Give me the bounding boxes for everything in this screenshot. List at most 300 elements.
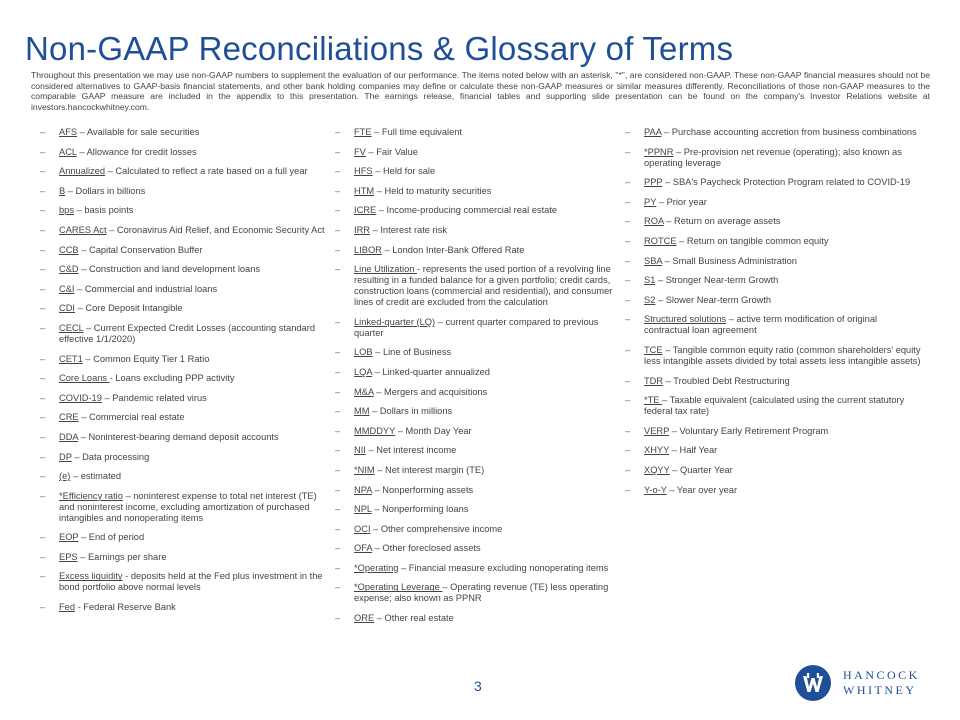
glossary-text [59, 166, 330, 177]
bullet-dash: – [625, 484, 631, 495]
glossary-text [354, 563, 620, 574]
glossary-term: *NIM [354, 464, 375, 475]
glossary-term: HFS [354, 166, 373, 177]
glossary-term: Excess liquidity [59, 571, 123, 582]
glossary-term: IRR [354, 224, 371, 235]
glossary-item [335, 347, 620, 358]
bullet-dash: – [335, 264, 341, 275]
glossary-term: *Operating [354, 562, 399, 573]
glossary-term: Annualized [59, 166, 106, 177]
glossary-item [335, 127, 620, 138]
glossary-definition: – Pandemic related virus [101, 392, 207, 403]
glossary-item [40, 373, 330, 384]
bullet-dash: – [40, 224, 46, 235]
glossary-text [354, 264, 620, 308]
glossary-text [59, 532, 330, 543]
glossary-definition: – Commercial real estate [78, 412, 185, 423]
glossary-item [40, 127, 330, 138]
glossary-text [354, 465, 620, 476]
glossary-text [59, 284, 330, 295]
glossary-term: *Efficiency ratio [59, 490, 123, 501]
glossary-item [625, 127, 925, 138]
glossary-definition: – Return on average assets [663, 216, 781, 227]
glossary-term: CARES Act [59, 224, 107, 235]
glossary-definition: – current quarter compared to previous quarter [354, 316, 599, 338]
bullet-dash: – [40, 431, 46, 442]
bullet-dash: – [625, 445, 631, 456]
glossary-text [354, 504, 620, 515]
glossary-text [354, 582, 620, 604]
glossary-term: PAA [644, 127, 662, 137]
glossary-text [59, 264, 330, 275]
glossary-term: (e) [59, 471, 71, 482]
glossary-item [625, 485, 925, 496]
glossary-term: EPS [59, 551, 78, 562]
glossary-definition: - deposits held at the Fed plus investment in the bond portfolio above normal levels [59, 571, 323, 593]
bullet-dash: – [335, 127, 341, 137]
glossary-definition: – Operating revenue (TE) less operating expense; also known as PPNR [354, 582, 609, 604]
glossary-item [40, 491, 330, 524]
glossary-item [335, 147, 620, 158]
glossary-definition: – Stronger Near-term Growth [655, 275, 779, 286]
glossary-text [354, 485, 620, 496]
glossary-text [644, 426, 925, 437]
bullet-dash: – [335, 582, 341, 593]
glossary-definition: – Troubled Debt Restructuring [663, 375, 790, 386]
glossary-term: CCB [59, 244, 79, 255]
glossary-term: *Operating Leverage [354, 582, 443, 593]
glossary-item [335, 205, 620, 216]
glossary-term: XHYY [644, 445, 670, 456]
bullet-dash: – [625, 255, 631, 266]
bullet-dash: – [40, 185, 46, 196]
bullet-dash: – [335, 464, 341, 475]
glossary-item [335, 563, 620, 574]
glossary-item [335, 186, 620, 197]
glossary-definition: - Federal Reserve Bank [75, 602, 176, 613]
glossary-definition: – Slower Near-term Growth [655, 294, 772, 305]
glossary-definition: – Available for sale securities [77, 127, 200, 137]
glossary-text [354, 387, 620, 398]
glossary-text [59, 432, 330, 443]
glossary-definition: – Capital Conservation Buffer [78, 244, 203, 255]
bullet-dash: – [40, 602, 46, 613]
glossary-item [335, 166, 620, 177]
glossary-text [59, 452, 330, 463]
glossary-definition: – Full time equivalent [371, 127, 462, 137]
bullet-dash: – [625, 127, 631, 137]
glossary-term: PPP [644, 177, 663, 188]
glossary-term: NPA [354, 484, 372, 495]
bullet-dash: – [40, 146, 46, 157]
glossary-item [335, 582, 620, 604]
glossary-text [354, 406, 620, 417]
bullet-dash: – [625, 196, 631, 207]
glossary-term: TDR [644, 375, 664, 386]
bullet-dash: – [40, 127, 46, 137]
glossary-term: HTM [354, 185, 375, 196]
glossary-definition: – Voluntary Early Retirement Program [669, 425, 829, 436]
glossary-item [40, 602, 330, 613]
glossary-text [59, 245, 330, 256]
bullet-dash: – [335, 504, 341, 515]
bullet-dash: – [40, 353, 46, 364]
glossary-definition: – Financial measure excluding nonoperating items [398, 562, 609, 573]
glossary-text [644, 216, 925, 227]
glossary-text [59, 323, 330, 345]
glossary-text [644, 295, 925, 306]
glossary-definition: – Commercial and industrial loans [74, 283, 218, 294]
glossary-item [335, 264, 620, 308]
glossary-definition: – Data processing [71, 451, 150, 462]
bullet-dash: – [625, 216, 631, 227]
glossary-item [40, 147, 330, 158]
bullet-dash: – [335, 425, 341, 436]
glossary-item [335, 543, 620, 554]
glossary-text [354, 426, 620, 437]
glossary-text [354, 147, 620, 158]
glossary-term: Core Loans [59, 373, 110, 384]
bullet-dash: – [40, 205, 46, 216]
glossary-item [625, 256, 925, 267]
glossary-definition: – Half Year [669, 445, 718, 456]
glossary-term: PY [644, 196, 657, 207]
glossary-term: ICRE [354, 205, 377, 216]
glossary-term: S1 [644, 275, 656, 286]
glossary-term: S2 [644, 294, 656, 305]
glossary-definition: – Earnings per share [77, 551, 167, 562]
bullet-dash: – [335, 224, 341, 235]
glossary-definition: – Net interest margin (TE) [374, 464, 485, 475]
glossary-definition: – Prior year [656, 196, 707, 207]
glossary-text [644, 236, 925, 247]
glossary-definition: – Taxable equivalent (calculated using the current statutory federal tax rate) [644, 395, 905, 417]
logo-mark-icon [795, 665, 831, 701]
glossary-definition: – Tangible common equity ratio (common shareholders' equity less intangible assets divided by total assets less intangible assets) [644, 344, 921, 366]
glossary-definition: – Quarter Year [669, 464, 733, 475]
glossary-text [354, 186, 620, 197]
bullet-dash: – [335, 613, 341, 624]
bullet-dash: – [40, 283, 46, 294]
glossary-text [59, 186, 330, 197]
bullet-dash: – [40, 490, 46, 501]
glossary-definition: – noninterest expense to total net interest (TE) and noninterest income, excluding amortization of purchased intangibles and nonoperating items [59, 490, 317, 523]
bullet-dash: – [40, 392, 46, 403]
glossary-text [644, 256, 925, 267]
glossary-item [40, 245, 330, 256]
glossary-item [335, 504, 620, 515]
glossary-item [40, 166, 330, 177]
glossary-term: C&D [59, 264, 79, 275]
glossary-text [354, 445, 620, 456]
bullet-dash: – [40, 244, 46, 255]
glossary-item [625, 177, 925, 188]
glossary-definition: – Current Expected Credit Losses (accounting standard effective 1/1/2020) [59, 322, 315, 344]
glossary-item [335, 613, 620, 624]
glossary-text [59, 602, 330, 613]
glossary-column-1 [40, 127, 330, 622]
glossary-term: ROA [644, 216, 664, 227]
glossary-item [625, 236, 925, 247]
bullet-dash: – [335, 386, 341, 397]
glossary-item [40, 186, 330, 197]
bullet-dash: – [335, 406, 341, 417]
glossary-term: CDI [59, 303, 76, 314]
glossary-text [59, 354, 330, 365]
glossary-item [335, 387, 620, 398]
glossary-definition: - Loans excluding PPP activity [109, 373, 235, 384]
glossary-definition: – basis points [74, 205, 134, 216]
glossary-text [354, 613, 620, 624]
glossary-item [40, 571, 330, 593]
bullet-dash: – [625, 375, 631, 386]
glossary-text [644, 345, 925, 367]
bullet-dash: – [335, 523, 341, 534]
bullet-dash: – [625, 294, 631, 305]
glossary-term: Structured solutions [644, 314, 727, 325]
glossary-definition: – estimated [70, 471, 122, 482]
page-title: Non-GAAP Reconciliations & Glossary of Terms [25, 30, 734, 67]
glossary-term: FTE [354, 127, 372, 137]
glossary-term: EOP [59, 532, 79, 543]
glossary-term: CECL [59, 322, 84, 333]
glossary-item [40, 284, 330, 295]
bullet-dash: – [335, 445, 341, 456]
glossary-text [644, 376, 925, 387]
glossary-term: M&A [354, 386, 374, 397]
glossary-text [59, 225, 330, 236]
bullet-dash: – [335, 185, 341, 196]
glossary-text [59, 491, 330, 524]
glossary-term: DDA [59, 431, 79, 442]
bullet-dash: – [625, 235, 631, 246]
glossary-item [335, 317, 620, 339]
glossary-text [59, 127, 330, 138]
glossary-definition: – Dollars in millions [369, 406, 453, 417]
glossary-text [354, 524, 620, 535]
glossary-column-3 [625, 127, 925, 504]
glossary-term: LQA [354, 366, 373, 377]
glossary-definition: – Net interest income [365, 445, 457, 456]
glossary-text [644, 395, 925, 417]
glossary-term: AFS [59, 127, 78, 137]
glossary-definition: – Noninterest-bearing demand deposit accounts [78, 431, 279, 442]
bullet-dash: – [625, 177, 631, 188]
glossary-text [354, 543, 620, 554]
glossary-term: ROTCE [644, 235, 677, 246]
glossary-item [40, 225, 330, 236]
glossary-definition: – Purchase accounting accretion from business combinations [661, 127, 917, 137]
glossary-item [40, 552, 330, 563]
glossary-term: XQYY [644, 464, 670, 475]
glossary-text [354, 347, 620, 358]
glossary-term: B [59, 185, 66, 196]
glossary-item [625, 376, 925, 387]
glossary-item [625, 216, 925, 227]
glossary-definition: – Construction and land development loans [78, 264, 261, 275]
glossary-text [354, 225, 620, 236]
logo-text-line-2: WHITNEY [843, 683, 917, 697]
glossary-item [625, 465, 925, 476]
glossary-definition: – London Inter-Bank Offered Rate [381, 244, 525, 255]
glossary-definition: – Nonperforming loans [371, 504, 469, 515]
glossary-item [335, 367, 620, 378]
glossary-item [335, 485, 620, 496]
bullet-dash: – [625, 344, 631, 355]
glossary-text [644, 127, 925, 138]
glossary-term: OCI [354, 523, 371, 534]
glossary-item [625, 395, 925, 417]
glossary-definition: – Return on tangible common equity [676, 235, 829, 246]
glossary-item [40, 393, 330, 404]
glossary-item [625, 197, 925, 208]
bullet-dash: – [335, 166, 341, 177]
glossary-term: DP [59, 451, 72, 462]
glossary-item [40, 452, 330, 463]
glossary-definition: – Pre-provision net revenue (operating); also known as operating leverage [644, 146, 902, 168]
intro-paragraph: Throughout this presentation we may use non-GAAP numbers to supplement the evaluation of our performance. The items noted below with an asterisk, "*", are considered non-GAAP. These non-GAAP financial measures should not be considered alternatives to GAAP-basis financial statements, and other bank holding companies may define or calculate these non-GAAP measures or similar measures differently. Reconciliations of those non-GAAP measures to the comparable GAAP measure are included in the appendix to this presentation. The earnings release, financial tables and supporting slide presentation can be found on the company's Investor Relations website at investors.hancockwhitney.com. [31, 70, 930, 112]
bullet-dash: – [40, 532, 46, 543]
glossary-definition: – Other comprehensive income [370, 523, 503, 534]
glossary-text [59, 571, 330, 593]
company-logo [795, 665, 920, 701]
bullet-dash: – [335, 146, 341, 157]
bullet-dash: – [625, 395, 631, 406]
bullet-dash: – [625, 146, 631, 157]
glossary-term: ACL [59, 146, 77, 157]
bullet-dash: – [335, 316, 341, 327]
bullet-dash: – [40, 322, 46, 333]
glossary-text [644, 275, 925, 286]
bullet-dash: – [40, 412, 46, 423]
glossary-text [354, 205, 620, 216]
bullet-dash: – [40, 551, 46, 562]
logo-text-line-1: HANCOCK [843, 668, 920, 682]
glossary-definition: – Dollars in billions [65, 185, 146, 196]
glossary-text [59, 393, 330, 404]
glossary-item [40, 323, 330, 345]
glossary-item [40, 412, 330, 423]
glossary-item [40, 303, 330, 314]
glossary-text [354, 367, 620, 378]
glossary-item [335, 225, 620, 236]
glossary-definition: – active term modification of original contractual loan agreement [644, 314, 878, 336]
glossary-term: MM [354, 406, 370, 417]
glossary-term: VERP [644, 425, 670, 436]
bullet-dash: – [335, 543, 341, 554]
glossary-definition: – End of period [78, 532, 145, 543]
glossary-item [625, 445, 925, 456]
bullet-dash: – [40, 471, 46, 482]
glossary-term: LOB [354, 347, 373, 358]
glossary-text [59, 205, 330, 216]
bullet-dash: – [335, 366, 341, 377]
glossary-term: CRE [59, 412, 79, 423]
bullet-dash: – [40, 303, 46, 314]
glossary-text [59, 147, 330, 158]
glossary-text [644, 147, 925, 169]
glossary-term: Linked-quarter (LQ) [354, 316, 436, 327]
glossary-item [40, 354, 330, 365]
glossary-item [335, 524, 620, 535]
glossary-term: FV [354, 146, 366, 157]
glossary-text [644, 485, 925, 496]
glossary-text [644, 197, 925, 208]
glossary-text [59, 373, 330, 384]
glossary-item [335, 426, 620, 437]
glossary-term: Y-o-Y [644, 484, 667, 495]
glossary-text [644, 177, 925, 188]
glossary-term: LIBOR [354, 244, 382, 255]
glossary-item [40, 471, 330, 482]
glossary-text [354, 166, 620, 177]
glossary-definition: – Mergers and acquisitions [373, 386, 488, 397]
glossary-text [644, 314, 925, 336]
glossary-definition: – Core Deposit Intangible [75, 303, 183, 314]
glossary-term: TCE [644, 344, 663, 355]
glossary-definition: – Small Business Administration [662, 255, 797, 266]
glossary-term: COVID-19 [59, 392, 102, 403]
glossary-term: NII [354, 445, 366, 456]
glossary-definition: – Held to maturity securities [374, 185, 492, 196]
glossary-term: SBA [644, 255, 663, 266]
bullet-dash: – [335, 484, 341, 495]
bullet-dash: – [625, 314, 631, 325]
glossary-item [625, 295, 925, 306]
glossary-term: Fed [59, 602, 76, 613]
glossary-item [40, 532, 330, 543]
glossary-definition: – Month Day Year [395, 425, 472, 436]
bullet-dash: – [625, 425, 631, 436]
glossary-item [625, 314, 925, 336]
glossary-definition: – Year over year [666, 484, 738, 495]
glossary-text [644, 445, 925, 456]
glossary-definition: – Coronavirus Aid Relief, and Economic Security Act [106, 224, 325, 235]
bullet-dash: – [335, 244, 341, 255]
glossary-item [335, 465, 620, 476]
bullet-dash: – [40, 373, 46, 384]
glossary-definition: – Line of Business [372, 347, 452, 358]
glossary-term: CET1 [59, 353, 83, 364]
glossary-text [59, 412, 330, 423]
glossary-text [354, 127, 620, 138]
glossary-item [335, 445, 620, 456]
glossary-term: OFA [354, 543, 373, 554]
glossary-term: ORE [354, 613, 375, 624]
bullet-dash: – [625, 464, 631, 475]
glossary-definition: – Fair Value [365, 146, 418, 157]
glossary-term: bps [59, 205, 74, 216]
glossary-term: Line Utilization [354, 264, 418, 275]
glossary-definition: – Interest rate risk [370, 224, 448, 235]
glossary-item [625, 345, 925, 367]
glossary-definition: – SBA's Paycheck Protection Program related to COVID-19 [662, 177, 911, 188]
bullet-dash: – [40, 166, 46, 177]
glossary-definition: – Other real estate [374, 613, 454, 624]
glossary-definition: - represents the used portion of a revolving line resulting in a funded balance for a given portfolio; credit cards, construction loans (commercial and residential), and consumer lines of credit are excluded from the calculation [354, 264, 613, 308]
glossary-term: MMDDYY [354, 425, 396, 436]
bullet-dash: – [40, 264, 46, 275]
glossary-definition: – Calculated to reflect a rate based on a full year [105, 166, 308, 177]
page-number: 3 [474, 678, 482, 694]
bullet-dash: – [625, 275, 631, 286]
glossary-item [625, 275, 925, 286]
glossary-definition: – Held for sale [372, 166, 436, 177]
glossary-definition: – Allowance for credit losses [76, 146, 197, 157]
bullet-dash: – [335, 205, 341, 216]
bullet-dash: – [40, 571, 46, 582]
glossary-term: C&I [59, 283, 75, 294]
